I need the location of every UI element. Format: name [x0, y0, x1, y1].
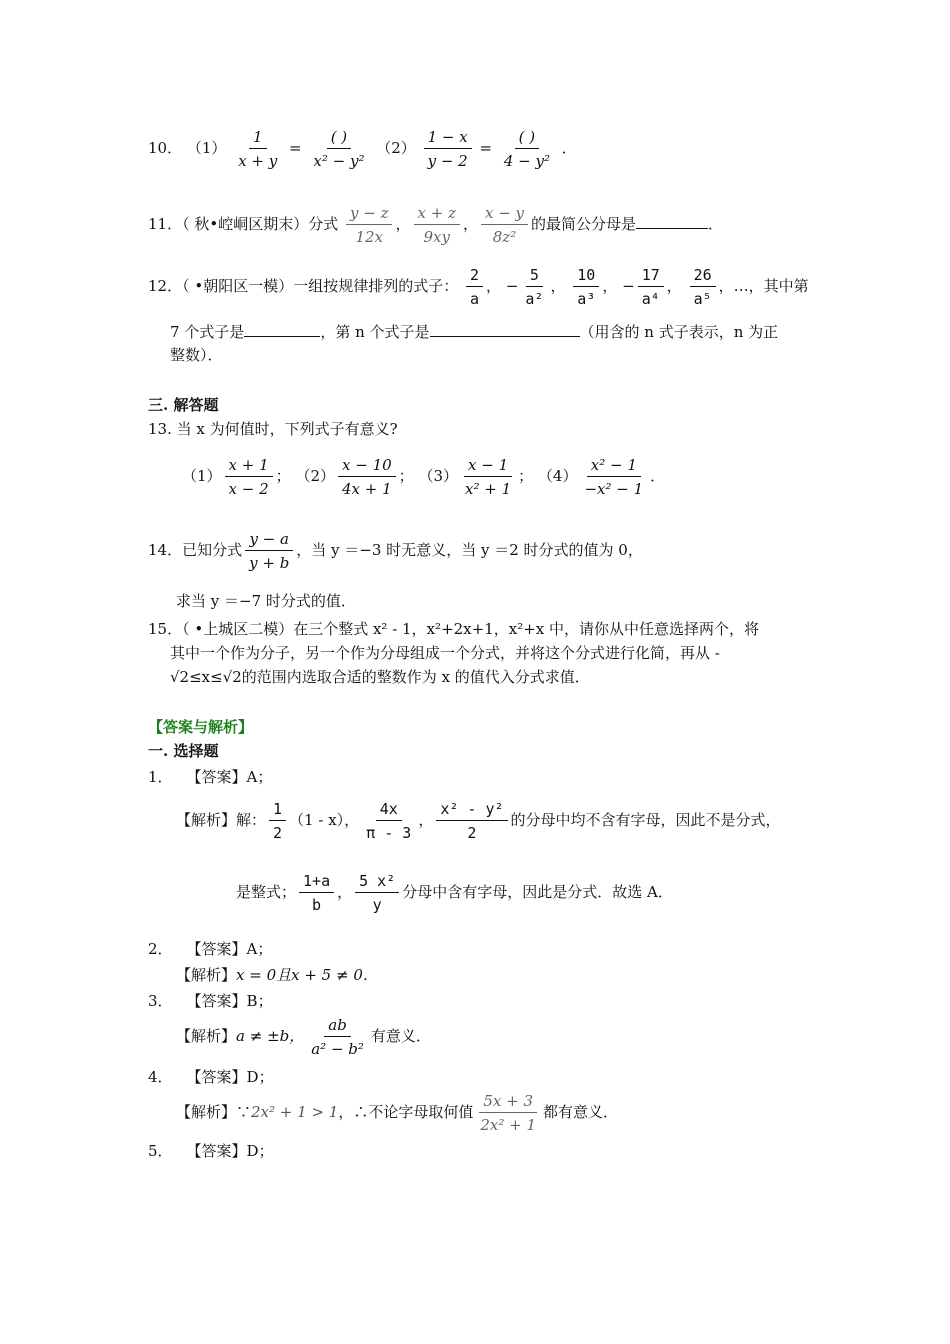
- frac-numerator: 26: [690, 266, 716, 287]
- a1-explanation-line1: [176, 800, 781, 842]
- q11-text: （ 秋•崆峒区期末）分式: [182, 215, 339, 233]
- a2-explanation-label: 【解析】: [176, 966, 237, 984]
- a1-frac1: [269, 800, 286, 842]
- frac-denominator: a: [470, 290, 480, 308]
- a3-answer-line: [148, 992, 273, 1010]
- frac-denominator: 2: [467, 824, 477, 842]
- a3-math: a ≠ ±b，: [236, 1027, 305, 1045]
- frac-numerator: ( ): [327, 128, 351, 149]
- a1-text-post: 的分母中均不含有字母，因此不是分式，: [510, 811, 781, 829]
- frac-numerator: 2: [466, 266, 483, 287]
- a4-text: ，∴不论字母取何值: [338, 1103, 474, 1121]
- q11-frac2: [414, 204, 460, 246]
- q12-text-post: ，…，其中第: [718, 277, 809, 295]
- section-heading-multiple-choice: 一. 选择题: [148, 742, 219, 760]
- a2-math: x = 0且x + 5 ≠ 0．: [236, 966, 378, 984]
- frac-numerator: 5x + 3: [479, 1092, 537, 1113]
- frac-denominator: a³: [577, 290, 596, 308]
- frac-denominator: 4x + 1: [342, 480, 392, 498]
- q10-frac4: [500, 128, 554, 170]
- frac-numerator: 1: [249, 128, 267, 149]
- item-label: （3）: [418, 467, 458, 485]
- frac-numerator: 17: [638, 266, 664, 287]
- a3-frac: [307, 1016, 368, 1058]
- separator: ，: [550, 277, 566, 295]
- section-heading-answer-questions: 三. 解答题: [148, 396, 219, 414]
- frac-numerator: x² − 1: [587, 456, 641, 477]
- frac-denominator: y − 2: [427, 152, 468, 170]
- a5-answer-line: [148, 1142, 274, 1160]
- q15-line1: 15．（ •上城区二模）在三个整式 x² - 1，x²+2x+1，x²+x 中，请你从中任意选择两个，将: [148, 620, 760, 638]
- a1-explanation-line2: [236, 872, 673, 914]
- q13-items: [182, 456, 665, 498]
- a1-frac4: [299, 872, 334, 914]
- q12-line1: [148, 266, 809, 308]
- a4-explanation-label: 【解析】∵: [176, 1103, 252, 1121]
- a2-answer-line: [148, 940, 272, 958]
- item-label: （1）: [182, 467, 222, 485]
- frac-numerator: y − a: [245, 530, 293, 551]
- frac-numerator: y − z: [346, 204, 392, 225]
- a1-answer: 【答案】A；: [186, 768, 273, 786]
- q11-line: [148, 204, 723, 246]
- frac-denominator: a²: [525, 290, 544, 308]
- q11-frac1: [346, 204, 392, 246]
- frac-numerator: ( ): [515, 128, 539, 149]
- q11-end: ．: [708, 215, 724, 233]
- frac-numerator: 5: [526, 266, 543, 287]
- frac-numerator: 10: [573, 266, 599, 287]
- a1-frac2: [362, 800, 415, 842]
- frac-denominator: x² − y²: [313, 152, 365, 170]
- answers-heading: 【答案与解析】: [148, 718, 254, 736]
- equals-sign: =: [289, 139, 302, 157]
- a3-explanation-label: 【解析】: [176, 1027, 237, 1045]
- q12-blank-7th: [244, 322, 320, 337]
- separator: ，: [395, 215, 411, 233]
- term-sign: −: [622, 277, 635, 295]
- a2-answer: 【答案】A；: [186, 940, 273, 958]
- separator: ，: [337, 883, 353, 901]
- q12-text: （用含的 n 式子表示，n 为正: [579, 323, 779, 341]
- frac-denominator: y: [372, 896, 382, 914]
- q12-term4: [638, 266, 664, 308]
- a4-frac: [476, 1092, 540, 1134]
- q14-frac: [245, 530, 293, 572]
- frac-numerator: 1 − x: [424, 128, 472, 149]
- frac-denominator: π - 3: [366, 824, 412, 842]
- frac-denominator: a² − b²: [311, 1040, 364, 1058]
- a2-number: 2．: [148, 940, 173, 958]
- frac-numerator: x − y: [481, 204, 528, 225]
- item-end: ．: [650, 467, 666, 485]
- q12-number: 12．: [148, 277, 183, 295]
- frac-numerator: 4x: [376, 800, 402, 821]
- q10-number: 10．: [148, 139, 183, 157]
- frac-denominator: 2: [273, 824, 283, 842]
- q10-end: ．: [561, 139, 577, 157]
- frac-denominator: x − 2: [228, 480, 269, 498]
- q12-term5: [690, 266, 716, 308]
- a1-text: 是整式；: [236, 883, 297, 901]
- a2-explanation: [176, 966, 378, 984]
- q11-frac3: [481, 204, 528, 246]
- a1-answer-line: [148, 768, 272, 786]
- a3-text-post: 有意义．: [370, 1027, 431, 1045]
- item-end: ；: [275, 467, 291, 485]
- frac-denominator: a⁴: [641, 290, 660, 308]
- separator: ，: [462, 215, 478, 233]
- q14-text: 已知分式: [182, 541, 243, 559]
- frac-numerator: x + z: [414, 204, 460, 225]
- q14-number: 14．: [148, 541, 183, 559]
- q13-title: 13. 当 x 为何值时，下列式子有意义?: [148, 420, 398, 438]
- a4-text-post: 都有意义．: [543, 1103, 619, 1121]
- q10-frac1: [234, 128, 281, 170]
- frac-numerator: x − 10: [338, 456, 396, 477]
- frac-denominator: 4 − y²: [503, 152, 550, 170]
- q10-line: [148, 128, 577, 170]
- q11-answer-blank: [636, 214, 708, 229]
- frac-numerator: x² - y²: [436, 800, 507, 821]
- q12-line3: 整数）．: [170, 346, 223, 364]
- q10-part1-label: （1）: [186, 139, 227, 157]
- frac-numerator: 1: [269, 800, 286, 821]
- separator: ，: [486, 277, 502, 295]
- q12-text: ，第 n 个式子是: [320, 323, 430, 341]
- q13-frac3: [461, 456, 515, 498]
- a1-text-post: 分母中含有字母，因此是分式．故选 A．: [402, 883, 673, 901]
- frac-denominator: x + y: [238, 152, 278, 170]
- q11-text-post: 的最简公分母是: [531, 215, 637, 233]
- a1-text: （1 - x），: [289, 811, 360, 829]
- a5-answer: 【答案】D；: [186, 1142, 274, 1160]
- a4-answer: 【答案】D；: [186, 1068, 274, 1086]
- a4-number: 4．: [148, 1068, 173, 1086]
- a3-answer: 【答案】B；: [186, 992, 273, 1010]
- frac-numerator: 5 x²: [355, 872, 399, 893]
- a3-number: 3．: [148, 992, 173, 1010]
- item-label: （4）: [537, 467, 578, 485]
- separator: ，: [418, 811, 434, 829]
- q12-text: 7 个式子是: [170, 323, 245, 341]
- q15-line3: √2≤x≤√2的范围内选取合适的整数作为 x 的值代入分式求值．: [170, 668, 590, 686]
- q14-line2: 求当 y ＝−7 时分式的值．: [176, 592, 356, 610]
- a1-frac3: [436, 800, 507, 842]
- frac-numerator: x + 1: [225, 456, 273, 477]
- item-end: ；: [518, 467, 534, 485]
- q12-term1: [466, 266, 483, 308]
- item-end: ；: [398, 467, 414, 485]
- frac-denominator: b: [312, 896, 322, 914]
- q12-text: （ •朝阳区一模）一组按规律排列的式子：: [182, 277, 459, 295]
- q14-text-mid: ，当 y ＝−3 时无意义，当 y ＝2 时分式的值为 0，: [296, 541, 643, 559]
- frac-denominator: x² + 1: [465, 480, 512, 498]
- a5-number: 5．: [148, 1142, 173, 1160]
- frac-denominator: y + b: [249, 554, 290, 572]
- frac-denominator: 9xy: [423, 228, 450, 246]
- q10-frac3: [424, 128, 472, 170]
- q12-term3: [573, 266, 599, 308]
- a4-explanation: [176, 1092, 618, 1134]
- frac-numerator: x − 1: [464, 456, 512, 477]
- q13-frac1: [225, 456, 273, 498]
- a4-math: 2x² + 1 > 1: [251, 1103, 339, 1121]
- q12-line2: [170, 322, 778, 341]
- frac-denominator: a⁵: [693, 290, 712, 308]
- frac-denominator: −x² − 1: [584, 480, 644, 498]
- q12-term2: [521, 266, 547, 308]
- separator: ，: [602, 277, 618, 295]
- a1-frac5: [355, 872, 399, 914]
- term-sign: −: [505, 277, 519, 295]
- q10-part2-label: （2）: [376, 139, 416, 157]
- q14-line1: [148, 530, 643, 572]
- separator: ，: [666, 277, 682, 295]
- q12-blank-nth: [430, 322, 580, 337]
- a3-explanation: [176, 1016, 431, 1058]
- frac-denominator: 2x² + 1: [480, 1116, 537, 1134]
- a1-number: 1．: [148, 768, 173, 786]
- frac-numerator: ab: [324, 1016, 351, 1037]
- q13-frac4: [580, 456, 647, 498]
- frac-denominator: 8z²: [492, 228, 517, 246]
- a1-explanation-label: 【解析】解：: [176, 811, 267, 829]
- q10-frac2: [309, 128, 368, 170]
- equals-sign: =: [479, 139, 493, 157]
- a4-answer-line: [148, 1068, 274, 1086]
- frac-denominator: 12x: [355, 228, 384, 246]
- item-label: （2）: [295, 467, 335, 485]
- q15-line2: 其中一个作为分子，另一个作为分母组成一个分式，并将这个分式进行化简，再从 -: [170, 644, 720, 662]
- frac-numerator: 1+a: [299, 872, 334, 893]
- q13-frac2: [338, 456, 396, 498]
- q11-number: 11．: [148, 215, 183, 233]
